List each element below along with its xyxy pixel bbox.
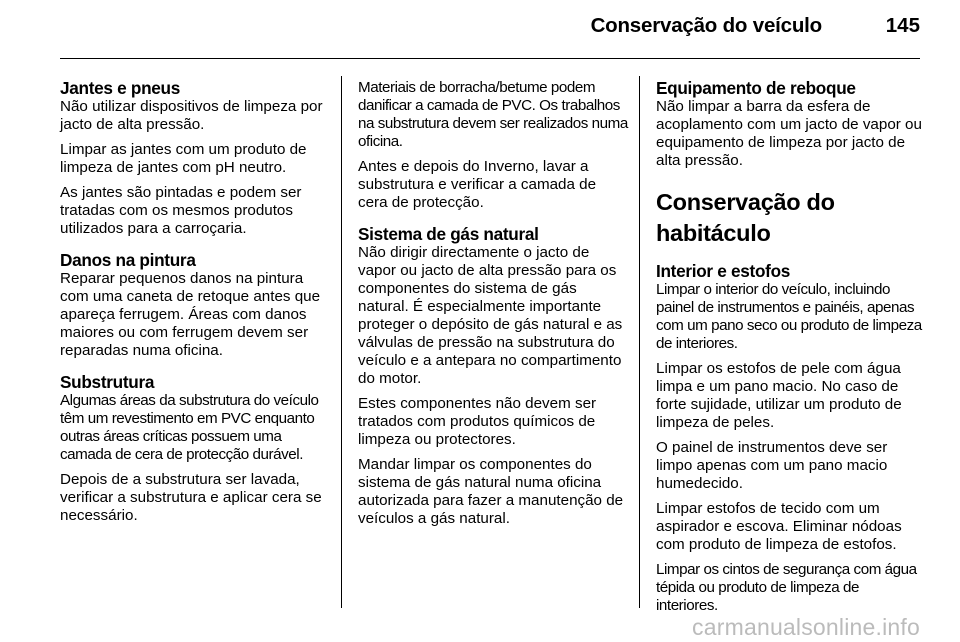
page-number: 145 — [885, 14, 920, 37]
paragraph: Limpar os cintos de segurança com água tépida ou produto de limpeza de interiores. — [656, 561, 917, 614]
section-title-underbody: Substrutura — [60, 372, 155, 392]
section-title-paint-damage: Danos na pintura — [60, 250, 196, 270]
paragraph: As jantes são pintadas e podem ser tratadas com os mesmos produtos utilizados para a carroçaria. — [60, 184, 302, 237]
section-title-towing-equipment: Equipamento de reboque — [656, 78, 856, 98]
paragraph: Reparar pequenos danos na pintura com uma caneta de retoque antes que apareça ferrugem. Áreas com danos maiores ou com ferrugem devem ser reparadas numa oficina. — [60, 270, 321, 359]
paragraph: Limpar as jantes com um produto de limpeza de jantes com pH neutro. — [60, 141, 307, 176]
header-divider — [60, 58, 920, 59]
paragraph: Limpar os estofos de pele com água limpa e um pano macio. No caso de forte sujidade, utilizar um produto de limpeza de peles. — [656, 360, 902, 431]
column-divider-2 — [639, 76, 640, 608]
section-title-wheels-tyres: Jantes e pneus — [60, 78, 180, 98]
paragraph: Antes e depois do Inverno, lavar a substrutura e verificar a camada de cera de protecção. — [358, 158, 597, 211]
paragraph: Estes componentes não devem ser tratados com produtos químicos de limpeza ou protectores. — [358, 395, 597, 448]
paragraph: Não utilizar dispositivos de limpeza por jacto de alta pressão. — [60, 98, 323, 133]
column-1 — [60, 79, 332, 532]
paragraph: Limpar o interior do veículo, incluindo painel de instrumentos e painéis, apenas com um pano seco ou produto de limpeza de interiores. — [656, 281, 922, 352]
paragraph: Materiais de borracha/betume podem danificar a camada de PVC. Os trabalhos na substrutura devem ser realizados numa oficina. — [358, 79, 628, 150]
paragraph: Depois de a substrutura ser lavada, verificar a substrutura e aplicar cera se necessário. — [60, 471, 322, 524]
paragraph: Mandar limpar os componentes do sistema de gás natural numa oficina autorizada para fazer a manutenção de veículos a gás natural. — [358, 456, 624, 527]
section-title-interior-upholstery: Interior e estofos — [656, 261, 791, 281]
watermark: carmanualsonline.info — [692, 614, 920, 640]
paragraph: Limpar estofos de tecido com um aspirador e escova. Eliminar nódoas com produto de limpeza de estofos. — [656, 500, 902, 553]
chapter-title-interior-care: Conservação do habitáculo — [656, 189, 835, 246]
paragraph: Não limpar a barra da esfera de acoplamento com um jacto de vapor ou equipamento de limpeza por jacto de alta pressão. — [656, 98, 922, 169]
paragraph: O painel de instrumentos deve ser limpo apenas com um pano macio humedecido. — [656, 439, 888, 492]
paragraph: Não dirigir directamente o jacto de vapor ou jacto de alta pressão para os componentes do sistema de gás natural. É especialmente importante proteger o depósito de gás natural e as válvulas de pressão na substrutura do veículo e a antepara no compartimento do motor. — [358, 244, 623, 387]
paragraph: Algumas áreas da substrutura do veículo têm um revestimento em PVC enquanto outras áreas críticas possuem uma camada de cera de protecção durável. — [60, 392, 319, 463]
column-2 — [358, 79, 628, 535]
page-header-title: Conservação do veículo — [590, 14, 822, 37]
column-3 — [656, 79, 922, 622]
section-title-natural-gas-system: Sistema de gás natural — [358, 224, 539, 244]
column-divider-1 — [341, 76, 342, 608]
